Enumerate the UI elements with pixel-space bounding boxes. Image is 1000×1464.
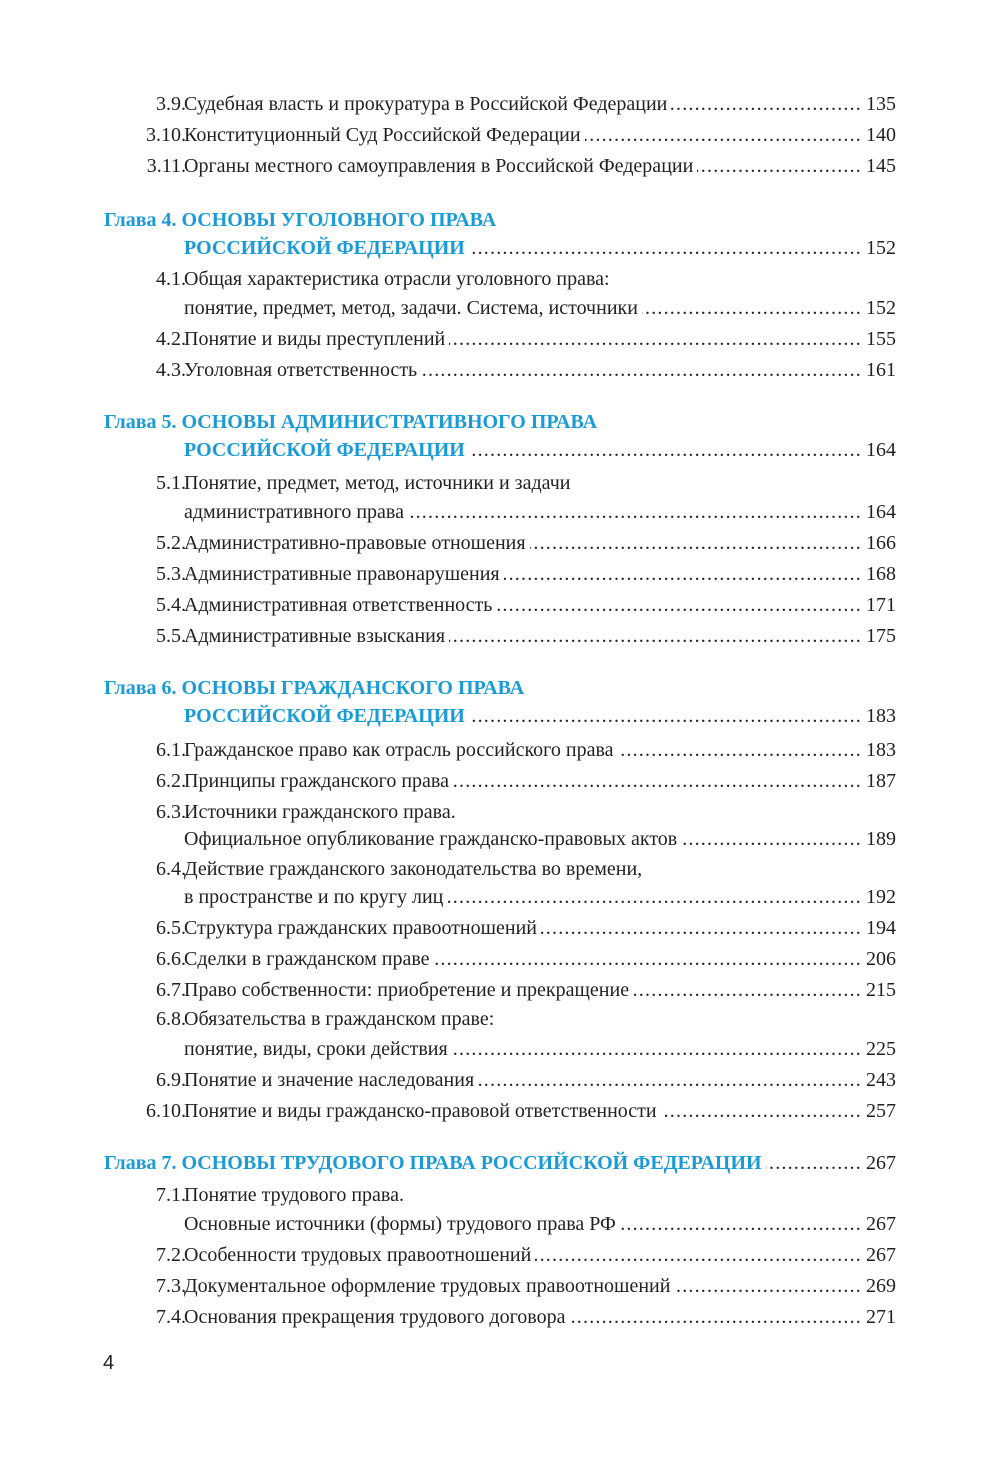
- toc-entry-number: 5.3.: [156, 563, 186, 585]
- toc-entry-line[interactable]: [0, 150, 1000, 182]
- toc-entry-title: Административные взыскания: [184, 625, 446, 647]
- toc-entry-line[interactable]: [0, 1208, 1000, 1240]
- toc-page-number[interactable]: 267: [866, 1213, 896, 1235]
- toc-entry-line[interactable]: [0, 881, 1000, 913]
- toc-entry-line[interactable]: [0, 496, 1000, 528]
- toc-entry-number: 4.3.: [156, 359, 186, 381]
- toc-entry-line[interactable]: [0, 974, 1000, 1006]
- toc-entry-number: 6.1.: [156, 739, 186, 761]
- toc-entry-line[interactable]: [0, 1179, 1000, 1211]
- toc-entry-line[interactable]: [0, 119, 1000, 151]
- toc-entry-line[interactable]: [0, 589, 1000, 621]
- toc-chapter-title: РОССИЙСКОЙ ФЕДЕРАЦИИ: [184, 705, 465, 727]
- toc-page-number[interactable]: 183: [866, 705, 896, 727]
- toc-entry-title: Понятие и виды гражданско-правовой ответственности: [184, 1100, 657, 1122]
- toc-chapter-title: Глава 4. ОСНОВЫ УГОЛОВНОГО ПРАВА: [104, 209, 497, 231]
- toc-entry-title: Конституционный Суд Российской Федерации: [184, 124, 581, 146]
- toc-entry-title: Органы местного самоуправления в Российской Федерации: [184, 155, 694, 177]
- toc-page-number[interactable]: 135: [866, 93, 896, 115]
- toc-entry-line[interactable]: [0, 943, 1000, 975]
- toc-entry-number: 5.4.: [156, 594, 186, 616]
- toc-leader-dots: [469, 434, 862, 466]
- toc-entry-title: Документальное оформление трудовых правоотношений: [184, 1275, 671, 1297]
- toc-entry-title: Понятие и виды преступлений: [184, 328, 446, 350]
- toc-page-number[interactable]: 171: [866, 594, 896, 616]
- toc-page-number[interactable]: 152: [866, 237, 896, 259]
- toc-leader-dots: [434, 943, 862, 975]
- toc-entry-number: 6.5.: [156, 917, 186, 939]
- toc-leader-dots: [449, 323, 862, 355]
- toc-entry-title: Административно-правовые отношения: [184, 532, 526, 554]
- toc-leader-dots: [421, 354, 862, 386]
- toc-leader-dots: [535, 1239, 862, 1271]
- toc-page-number[interactable]: 183: [866, 739, 896, 761]
- toc-entry-number: 5.2.: [156, 532, 186, 554]
- toc-entry-number: 6.10.: [146, 1100, 186, 1122]
- toc-page-number[interactable]: 155: [866, 328, 896, 350]
- toc-leader-dots: [447, 881, 862, 913]
- toc-entry-title: Гражданское право как отрасль российского права: [184, 739, 614, 761]
- toc-entry-title: Официальное опубликование гражданско-правовых актов: [184, 828, 678, 850]
- toc-entry-line[interactable]: [0, 292, 1000, 324]
- toc-entry-line[interactable]: [0, 354, 1000, 386]
- toc-page-number[interactable]: 206: [866, 948, 896, 970]
- toc-entry-title: Общая характеристика отрасли уголовного права:: [184, 268, 610, 290]
- toc-page-number[interactable]: 164: [866, 439, 896, 461]
- toc-entry-line[interactable]: [0, 467, 1000, 499]
- toc-page-number[interactable]: 267: [866, 1152, 896, 1174]
- toc-entry-line[interactable]: [0, 823, 1000, 855]
- toc-entry-line[interactable]: [0, 1270, 1000, 1302]
- toc-leader-dots: [408, 496, 862, 528]
- toc-page-number[interactable]: 271: [866, 1306, 896, 1328]
- toc-leader-dots: [620, 1208, 862, 1240]
- toc-leader-dots: [661, 1095, 862, 1127]
- toc-leader-dots: [766, 1147, 862, 1179]
- toc-entry-number: 7.3.: [156, 1275, 186, 1297]
- toc-entry-title: Основные источники (формы) трудового права РФ: [184, 1213, 616, 1235]
- toc-chapter-line[interactable]: [0, 232, 1000, 264]
- toc-entry-line[interactable]: [0, 527, 1000, 559]
- toc-entry-title: административного права: [184, 501, 404, 523]
- toc-chapter-title: Глава 5. ОСНОВЫ АДМИНИСТРАТИВНОГО ПРАВА: [104, 411, 598, 433]
- page-number: 4: [103, 1352, 115, 1374]
- toc-page-number[interactable]: 225: [866, 1038, 896, 1060]
- toc-entry-line[interactable]: [0, 1095, 1000, 1127]
- toc-entry-title: Действие гражданского законодательства во времени,: [184, 858, 643, 880]
- toc-entry-number: 6.4.: [156, 858, 186, 880]
- toc-leader-dots: [569, 1301, 862, 1333]
- toc-entry-number: 6.7.: [156, 979, 186, 1001]
- toc-page-number[interactable]: 152: [866, 297, 896, 319]
- toc-page-number[interactable]: 192: [866, 886, 896, 908]
- toc-page-number[interactable]: 267: [866, 1244, 896, 1266]
- toc-entry-title: Структура гражданских правоотношений: [184, 917, 538, 939]
- toc-entry-title: Понятие и значение наследования: [184, 1069, 475, 1091]
- toc-leader-dots: [681, 823, 862, 855]
- toc-entry-line[interactable]: [0, 912, 1000, 944]
- toc-entry-number: 7.1.: [156, 1184, 186, 1206]
- toc-page-number[interactable]: 145: [866, 155, 896, 177]
- toc-entry-number: 6.9.: [156, 1069, 186, 1091]
- toc-entry-line[interactable]: [0, 1033, 1000, 1065]
- toc-leader-dots: [496, 589, 862, 621]
- toc-chapter-title: Глава 7. ОСНОВЫ ТРУДОВОГО ПРАВА РОССИЙСКОЙ ФЕДЕРАЦИИ: [104, 1152, 762, 1174]
- toc-entry-title: понятие, виды, сроки действия: [184, 1038, 448, 1060]
- toc-entry-number: 6.6.: [156, 948, 186, 970]
- toc-entry-title: Обязательства в гражданском праве:: [184, 1008, 495, 1030]
- toc-entry-title: Источники гражданского права.: [184, 801, 456, 823]
- toc-entry-title: Судебная власть и прокуратура в Российской Федерации: [184, 93, 668, 115]
- toc-page-number[interactable]: 257: [866, 1100, 896, 1122]
- toc-entry-line[interactable]: [0, 88, 1000, 120]
- toc-entry-title: Особенности трудовых правоотношений: [184, 1244, 532, 1266]
- toc-leader-dots: [674, 1270, 862, 1302]
- toc-entry-number: 5.1.: [156, 472, 186, 494]
- toc-page-number[interactable]: 269: [866, 1275, 896, 1297]
- toc-entry-title: Сделки в гражданском праве: [184, 948, 430, 970]
- toc-page-number[interactable]: 140: [866, 124, 896, 146]
- toc-chapter-title: РОССИЙСКОЙ ФЕДЕРАЦИИ: [184, 439, 465, 461]
- toc-leader-dots: [469, 700, 862, 732]
- toc-leader-dots: [642, 292, 862, 324]
- toc-page-number[interactable]: 164: [866, 501, 896, 523]
- toc-entry-line[interactable]: [0, 323, 1000, 355]
- toc-entry-line[interactable]: [0, 263, 1000, 295]
- toc-leader-dots: [633, 974, 862, 1006]
- toc-entry-number: 6.3.: [156, 801, 186, 823]
- toc-entry-line[interactable]: [0, 1003, 1000, 1035]
- toc-chapter-title: РОССИЙСКОЙ ФЕДЕРАЦИИ: [184, 237, 465, 259]
- toc-leader-dots: [469, 232, 862, 264]
- toc-entry-number: 4.2.: [156, 328, 186, 350]
- toc-entry-line[interactable]: [0, 1301, 1000, 1333]
- toc-entry-title: Уголовная ответственность: [184, 359, 418, 381]
- toc-page-number[interactable]: 194: [866, 917, 896, 939]
- toc-leader-dots: [452, 1033, 862, 1065]
- toc-page-number[interactable]: 175: [866, 625, 896, 647]
- toc-leader-dots: [541, 912, 862, 944]
- toc-entry-title: Административные правонарушения: [184, 563, 500, 585]
- toc-leader-dots: [449, 620, 862, 652]
- toc-chapter-title: Глава 6. ОСНОВЫ ГРАЖДАНСКОГО ПРАВА: [104, 677, 525, 699]
- toc-entry-number: 5.5.: [156, 625, 186, 647]
- toc-chapter-line[interactable]: [0, 434, 1000, 466]
- toc-entry-number: 3.11.: [146, 155, 186, 177]
- toc-entry-title: понятие, предмет, метод, задачи. Система, источники: [184, 297, 638, 319]
- toc-chapter-line[interactable]: [0, 700, 1000, 732]
- toc-leader-dots: [504, 558, 862, 590]
- toc-entry-line[interactable]: [0, 620, 1000, 652]
- toc-entry-number: 4.1.: [156, 268, 186, 290]
- toc-entry-number: 6.2.: [156, 770, 186, 792]
- toc-leader-dots: [530, 527, 862, 559]
- toc-entry-number: 7.2.: [156, 1244, 186, 1266]
- toc-leader-dots: [585, 119, 862, 151]
- toc-page-number[interactable]: 243: [866, 1069, 896, 1091]
- toc-entry-line[interactable]: [0, 765, 1000, 797]
- toc-page-number[interactable]: 161: [866, 359, 896, 381]
- toc-entry-title: Административная ответственность: [184, 594, 493, 616]
- toc-page-number[interactable]: 189: [866, 828, 896, 850]
- toc-entry-line[interactable]: [0, 558, 1000, 590]
- toc-entry-number: 3.9.: [156, 93, 186, 115]
- toc-leader-dots: [478, 1064, 862, 1096]
- toc-page-number[interactable]: 168: [866, 563, 896, 585]
- toc-page-number[interactable]: 187: [866, 770, 896, 792]
- toc-entry-title: Понятие трудового права.: [184, 1184, 404, 1206]
- toc-leader-dots: [618, 734, 862, 766]
- toc-page-number[interactable]: 166: [866, 532, 896, 554]
- toc-entry-line[interactable]: [0, 1239, 1000, 1271]
- toc-entry-title: Принципы гражданского права: [184, 770, 449, 792]
- toc-leader-dots: [671, 88, 862, 120]
- toc-entry-title: Понятие, предмет, метод, источники и задачи: [184, 472, 571, 494]
- toc-leader-dots: [697, 150, 862, 182]
- toc-entry-title: Право собственности: приобретение и прекращение: [184, 979, 630, 1001]
- toc-entry-number: 7.4.: [156, 1306, 186, 1328]
- toc-leader-dots: [453, 765, 862, 797]
- toc-entry-title: в пространстве и по кругу лиц: [184, 886, 444, 908]
- toc-chapter-line[interactable]: [0, 1147, 1000, 1179]
- toc-entry-title: Основания прекращения трудового договора: [184, 1306, 566, 1328]
- toc-page-number[interactable]: 215: [866, 979, 896, 1001]
- toc-entry-number: 6.8.: [156, 1008, 186, 1030]
- toc-entry-line[interactable]: [0, 734, 1000, 766]
- toc-entry-line[interactable]: [0, 1064, 1000, 1096]
- toc-entry-number: 3.10.: [146, 124, 186, 146]
